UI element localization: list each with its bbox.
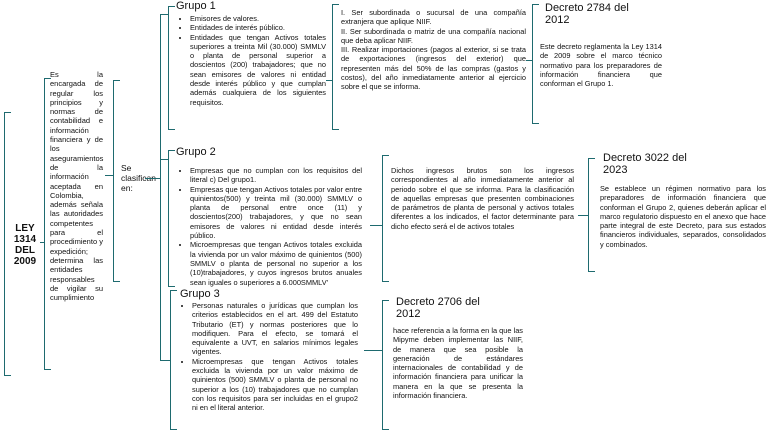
list-item: • Microempresas que tengan Activos totales excluida la vivienda por un valor máximo de quinientos (500) SMMLV o planta de personal no superior a los (10)trabajadores, y cuyos ingresos brutos anuales sean iguales o superiores a 6.000SMMLV' bbox=[190, 240, 362, 286]
list-item: I. Ser subordinada o sucursal de una compañía extranjera que aplique NIIF. bbox=[341, 8, 526, 27]
grupo2-note: Dichos ingresos brutos son los ingresos correspondientes al año inmediatamente anterior al periodo sobre el que se informa. Para la clasificación de aquellas empresas que presenten combinaciones de parámetros de planta de personal y activos totales diferentes a los indicados, el factor determinante para dicho efecto será el de activos totales bbox=[391, 166, 574, 231]
grupo1-decree-bracket bbox=[532, 4, 539, 124]
grupo3-bracket bbox=[170, 290, 177, 430]
grupo1-req-bracket bbox=[332, 4, 339, 130]
list-item: • Empresas que no cumplan con los requisitos del literal c) Del grupo1. bbox=[190, 166, 362, 185]
grupo2-bracket bbox=[168, 150, 175, 287]
grupo1-bracket bbox=[168, 6, 175, 130]
list-item: • Personas naturales o jurídicas que cumplan los criterios establecidos en el art. 499 del Estatuto Tributario (ET) y normas posteriores que lo modifiquen. Para el efecto, se tomará el equivalente a UVT, en salarios mínimos legales vigentes. bbox=[192, 301, 358, 357]
connector-grupo3-decree bbox=[364, 350, 382, 351]
grupo2-list bbox=[176, 166, 362, 287]
list-item: • Entidades que tengan Activos totales superiores a treinta Mil (30.000) SMMLV o planta de personal superior a doscientos (200) trabajadores; que no sean emisores de valores ni entidad desde interés público y que cumplan además cualquiera de los siguientes requisitos. bbox=[190, 33, 326, 107]
connector-def-clasifican bbox=[105, 175, 113, 176]
grupo3-decree-title: Decreto 2706 del 2012 bbox=[396, 296, 480, 320]
grupo3-decree-text: hace referencia a la forma en la que las Mipyme deben implementar las NIIF, de manera que sea posible la generación de estándares internacionales de contabilidad y de información financiera para unificar la manera en la que se presenta la información financiera. bbox=[393, 326, 523, 401]
grupo3-decree-bracket bbox=[382, 300, 389, 430]
law-title: LEY 1314 DEL 2009 bbox=[13, 223, 37, 267]
grupo1-decree-title: Decreto 2784 del 2012 bbox=[545, 2, 629, 26]
grupo2-note-bracket bbox=[382, 155, 389, 282]
connector-groups-vertical bbox=[160, 14, 161, 360]
clasifican-bracket bbox=[113, 80, 120, 282]
grupo1-title: Grupo 1 bbox=[176, 0, 216, 12]
grupo2-decree-text: Se establece un régimen normativo para los preparadores de información financiera que conforman el Grupo 2, quienes deberán aplicar el marco regulatorio dispuesto en el anexo que hace parte integral de este Decreto, para sus estados financieros individuales, separados, consolidados y combinados. bbox=[600, 184, 766, 249]
list-item: • Emisores de valores. bbox=[190, 14, 326, 23]
definition-text: Es la encargada de regular los principios y normas de contabilidad e información financiera y de los aseguramientos de la información aceptada en Colombia, además señala las autoridades competentes para el procedimiento y expedición; determina las entidades responsables de vigilar su cumplimiento bbox=[50, 70, 104, 303]
grupo1-requirements bbox=[341, 8, 526, 92]
list-item: III. Realizar importaciones (pagos al exterior, si se trata de exportaciones (ingresos del exterior) que representen más del 50% de las compras (gastos y costos), del año inmediatamente anterior al ejercicio sobre el que se informa. bbox=[341, 45, 526, 92]
grupo1-decree-text: Este decreto reglamenta la Ley 1314 de 2009 sobre el marco técnico normativo para los preparadores de información financiera que conforman el Grupo 1. bbox=[540, 42, 662, 89]
grupo3-list bbox=[178, 301, 358, 413]
list-item: • Empresas que tengan Activos totales por valor entre quinientos(500) y treinta mil (30.000) SMMLV o planta de personal entre once (11) y doscientos(200) trabajadores, y que no sean emisores de valores ni entidad desde interés público. bbox=[190, 185, 362, 241]
grupo2-title: Grupo 2 bbox=[176, 146, 216, 158]
connector-grupo3 bbox=[160, 360, 170, 361]
connector-clasifican-groups bbox=[145, 178, 160, 179]
connector-grupo2-note bbox=[370, 225, 382, 226]
grupo1-list bbox=[176, 14, 326, 107]
connector-grupo2-decree bbox=[578, 215, 588, 216]
list-item: • Microempresas que tengan Activos totales excluida la vivienda por un valor máximo de quinientos (500) SMMLV o planta de personal no superior a los (10) trabajadores que no cumplan con los requisitos para ser incluidas en el grupo2 ni en el literal anterior. bbox=[192, 357, 358, 413]
connector-grupo1 bbox=[160, 14, 168, 15]
connector-grupo2 bbox=[160, 159, 168, 160]
grupo2-decree-bracket bbox=[588, 158, 595, 272]
grupo3-title: Grupo 3 bbox=[180, 288, 220, 300]
list-item: II. Ser subordinada o matriz de una compañía nacional que deba aplicar NIIF. bbox=[341, 26, 526, 45]
list-item: • Entidades de interés público. bbox=[190, 23, 326, 32]
grupo2-decree-title: Decreto 3022 del 2023 bbox=[603, 152, 687, 176]
clasifican-label: Se clasifican en: bbox=[121, 163, 156, 193]
